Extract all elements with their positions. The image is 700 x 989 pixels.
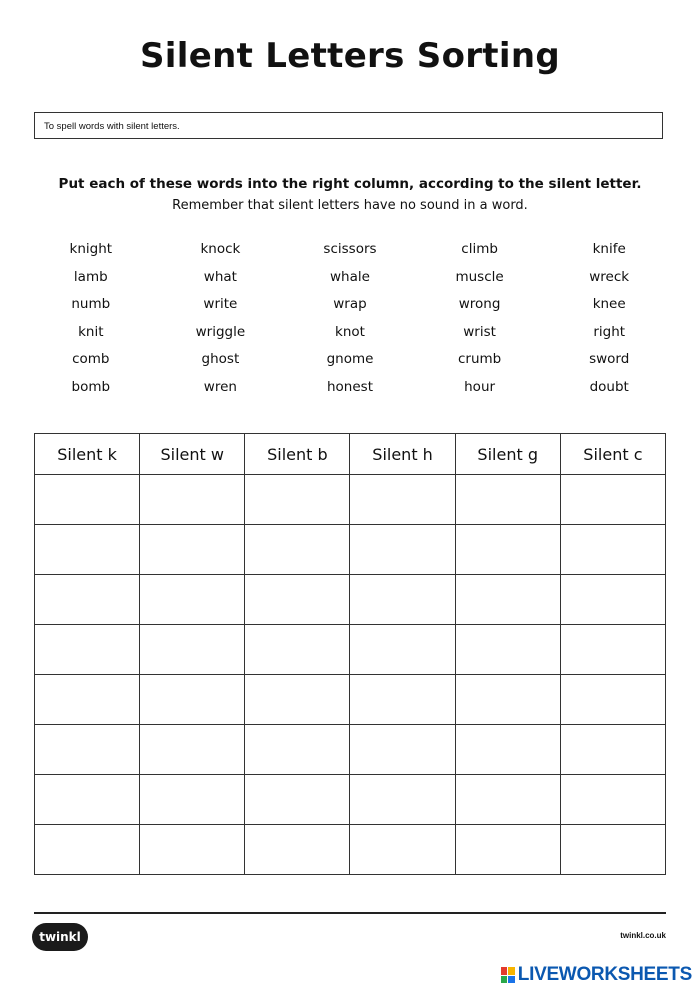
answer-cell[interactable] xyxy=(140,825,245,875)
answer-cell[interactable] xyxy=(245,625,350,675)
word-item: knock xyxy=(200,241,241,257)
answer-cell[interactable] xyxy=(560,775,665,825)
answer-cell[interactable] xyxy=(35,775,140,825)
answer-cell[interactable] xyxy=(350,825,455,875)
word-item: bomb xyxy=(71,378,111,395)
learning-objective: To spell words with silent letters. xyxy=(34,112,663,139)
twinkl-logo: twinkl xyxy=(32,923,88,951)
instruction-sub: Remember that silent letters have no sound in a word. xyxy=(172,198,528,213)
answer-cell[interactable] xyxy=(455,825,560,875)
word-item: doubt xyxy=(589,378,629,395)
word-item: whale xyxy=(330,268,370,285)
answer-cell[interactable] xyxy=(455,775,560,825)
answer-cell[interactable] xyxy=(245,575,350,625)
word-item: gnome xyxy=(326,351,374,368)
instruction-main: Put each of these words into the right column, according to the silent letter. xyxy=(58,176,642,192)
site-url: twinkl.co.uk xyxy=(620,931,666,940)
word-item: right xyxy=(593,323,626,340)
word-item: knight xyxy=(69,241,113,257)
answer-cell[interactable] xyxy=(350,625,455,675)
answer-cell[interactable] xyxy=(35,475,140,525)
word-item: comb xyxy=(72,351,110,368)
column-header: Silent c xyxy=(560,434,665,475)
answer-cell[interactable] xyxy=(35,625,140,675)
table-row xyxy=(35,775,666,825)
answer-cell[interactable] xyxy=(560,675,665,725)
answer-cell[interactable] xyxy=(350,575,455,625)
answer-cell[interactable] xyxy=(245,525,350,575)
answer-cell[interactable] xyxy=(560,525,665,575)
answer-cell[interactable] xyxy=(455,625,560,675)
answer-cell[interactable] xyxy=(350,525,455,575)
word-item: ghost xyxy=(201,351,240,368)
answer-cell[interactable] xyxy=(245,725,350,775)
column-header: Silent b xyxy=(245,434,350,475)
table-row xyxy=(35,625,666,675)
word-item: hour xyxy=(464,378,496,395)
word-item: knot xyxy=(335,323,365,340)
answer-cell[interactable] xyxy=(455,475,560,525)
word-item: wreck xyxy=(589,268,630,285)
word-item: knife xyxy=(592,241,626,257)
liveworksheets-watermark xyxy=(501,964,692,986)
answer-cell[interactable] xyxy=(35,675,140,725)
table-row xyxy=(35,725,666,775)
column-header: Silent h xyxy=(350,434,455,475)
word-item: what xyxy=(203,268,237,285)
answer-cell[interactable] xyxy=(560,825,665,875)
word-bank xyxy=(26,241,674,407)
answer-cell[interactable] xyxy=(140,525,245,575)
word-item: wrong xyxy=(458,296,501,313)
answer-cell[interactable] xyxy=(455,525,560,575)
table-row xyxy=(35,675,666,725)
word-item: wren xyxy=(203,378,237,395)
word-item: wriggle xyxy=(195,323,246,340)
liveworksheets-text: LIVEWORKSHEETS xyxy=(517,964,692,985)
answer-cell[interactable] xyxy=(455,575,560,625)
footer-divider xyxy=(34,912,666,914)
word-item: wrist xyxy=(463,323,496,340)
answer-cell[interactable] xyxy=(140,775,245,825)
word-item: numb xyxy=(71,296,111,313)
answer-cell[interactable] xyxy=(560,475,665,525)
answer-cell[interactable] xyxy=(140,475,245,525)
table-row xyxy=(35,575,666,625)
word-item: knit xyxy=(78,323,104,340)
answer-cell[interactable] xyxy=(245,675,350,725)
answer-cell[interactable] xyxy=(140,625,245,675)
table-row xyxy=(35,825,666,875)
answer-cell[interactable] xyxy=(560,575,665,625)
answer-cell[interactable] xyxy=(560,725,665,775)
table-row xyxy=(35,525,666,575)
liveworksheets-icon xyxy=(501,967,515,983)
answer-cell[interactable] xyxy=(350,675,455,725)
answer-cell[interactable] xyxy=(140,725,245,775)
answer-cell[interactable] xyxy=(245,475,350,525)
answer-cell[interactable] xyxy=(35,825,140,875)
answer-cell[interactable] xyxy=(140,675,245,725)
answer-cell[interactable] xyxy=(35,525,140,575)
word-item: wrap xyxy=(333,296,367,313)
answer-cell[interactable] xyxy=(140,575,245,625)
word-item: sword xyxy=(589,351,630,368)
table-row xyxy=(35,475,666,525)
word-item: muscle xyxy=(455,268,504,285)
page-title: Silent Letters Sorting xyxy=(140,36,560,76)
header-row xyxy=(35,434,666,475)
answer-cell[interactable] xyxy=(455,725,560,775)
answer-cell[interactable] xyxy=(350,475,455,525)
word-item: honest xyxy=(326,378,373,395)
word-item: crumb xyxy=(457,351,502,368)
answer-cell[interactable] xyxy=(350,725,455,775)
answer-cell[interactable] xyxy=(560,625,665,675)
word-item: knee xyxy=(592,296,626,313)
answer-cell[interactable] xyxy=(245,775,350,825)
answer-cell[interactable] xyxy=(35,575,140,625)
answer-cell[interactable] xyxy=(245,825,350,875)
answer-cell[interactable] xyxy=(350,775,455,825)
word-item: climb xyxy=(461,241,498,257)
word-item: scissors xyxy=(323,241,377,257)
column-header: Silent g xyxy=(455,434,560,475)
word-item: write xyxy=(203,296,238,313)
sorting-table xyxy=(34,433,666,875)
answer-cell[interactable] xyxy=(455,675,560,725)
word-item: lamb xyxy=(73,268,108,285)
column-header: Silent k xyxy=(35,434,140,475)
answer-cell[interactable] xyxy=(35,725,140,775)
column-header: Silent w xyxy=(140,434,245,475)
